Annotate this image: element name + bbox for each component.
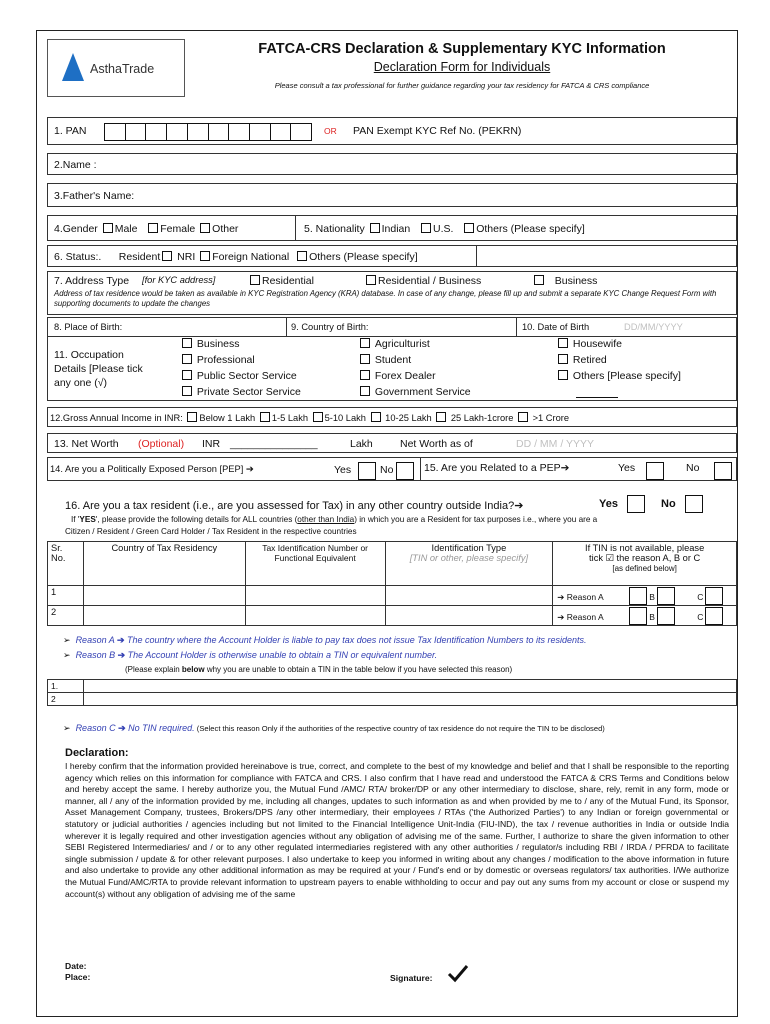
arrow-icon: ➔ <box>118 723 126 733</box>
reason-a-label: ➔ Reason A <box>557 592 604 602</box>
gender-group <box>54 223 238 235</box>
income-row <box>47 407 737 427</box>
reason-c-box[interactable] <box>705 607 723 625</box>
income-option-label: >1 Crore <box>532 413 570 423</box>
address-res-business-checkbox[interactable] <box>366 275 376 285</box>
pep-row <box>47 457 737 481</box>
row-tin-input[interactable] <box>245 586 385 606</box>
occupation-option[interactable] <box>358 354 411 366</box>
father-name-row[interactable] <box>47 183 737 207</box>
networth-lakh: Lakh <box>350 438 373 450</box>
occupation-option-label: Agriculturist <box>374 338 430 350</box>
networth-optional: (Optional) <box>138 438 185 450</box>
occupation-row <box>47 337 737 401</box>
income-checkbox[interactable] <box>436 412 446 422</box>
income-checkbox[interactable] <box>187 412 197 422</box>
header-reason-2: tick ☑ the reason A, B or C <box>589 553 701 563</box>
checkbox[interactable] <box>182 354 192 364</box>
occupation-option-label: Professional <box>196 354 255 366</box>
income-checkbox[interactable] <box>260 412 270 422</box>
divider <box>295 216 296 240</box>
tax-resident-note-2: Citizen / Resident / Green Card Holder / Tax Resident in the respective countries <box>65 527 357 536</box>
place-label: Place: <box>65 972 91 982</box>
table-row <box>48 606 737 626</box>
status-resident-label: Resident <box>118 251 161 263</box>
reason-a-text: The country where the Account Holder is liable to pay tax does not issue Tax Identification Numbers to its residents. <box>124 635 587 645</box>
reason-a-title: Reason A <box>75 635 115 645</box>
nationality-group <box>304 223 585 235</box>
occupation-option-label: Forex Dealer <box>374 370 436 382</box>
explain-text: (Please explain <box>125 665 182 674</box>
pep-no-box[interactable] <box>396 462 414 480</box>
row-tin-input[interactable] <box>245 606 385 626</box>
name-label: 2.Name : <box>54 159 97 171</box>
divider <box>420 458 421 480</box>
occupation-option[interactable] <box>180 338 240 350</box>
networth-row <box>47 433 737 453</box>
form-title: FATCA-CRS Declaration & Supplementary KYC Information <box>258 41 666 57</box>
header-country: Country of Tax Residency <box>83 542 245 586</box>
nationality-us-label: U.S. <box>433 223 454 235</box>
occupation-option-label: Student <box>374 354 412 366</box>
row-explain-input[interactable] <box>84 693 737 706</box>
income-group <box>50 412 569 423</box>
header-reason-3: [as defined below] <box>612 564 677 573</box>
status-foreign-checkbox[interactable] <box>200 251 210 261</box>
logo-text: AsthaTrade <box>90 62 155 76</box>
row-sr: 2 <box>48 606 84 626</box>
header-idtype <box>385 542 553 586</box>
place-of-birth-label: 8. Place of Birth: <box>54 322 123 332</box>
row-country-input[interactable] <box>83 586 245 606</box>
occupation-option[interactable] <box>180 354 255 366</box>
status-row <box>47 245 737 267</box>
income-option-label: Below 1 Lakh <box>199 413 256 423</box>
occupation-option-label: Others [Please specify] <box>572 370 681 382</box>
checkbox[interactable] <box>360 370 370 380</box>
explain-bold: below <box>181 665 205 674</box>
address-residential-label: Residential <box>262 275 314 287</box>
note-text: If ' <box>71 515 80 524</box>
row-country-input[interactable] <box>83 606 245 626</box>
status-nri-label: NRI <box>177 251 196 263</box>
header-tin-2: Functional Equivalent <box>274 553 356 563</box>
address-res-business-label: Residential / Business <box>378 275 482 287</box>
related-pep-no-label: No <box>686 462 700 474</box>
table-row <box>48 680 737 693</box>
gender-nationality-row <box>47 215 737 241</box>
checkbox[interactable] <box>182 386 192 396</box>
header-tin <box>245 542 385 586</box>
occupation-option-label: Housewife <box>572 338 622 350</box>
row-reason <box>553 606 737 626</box>
declaration-body: I hereby confirm that the information provided hereinabove is true, correct, and complete to the best of my knowledge and belief and that I shall be responsible to the reporting agency which relies on this information for compliance with FATCA and CRS. I also confirm that I have read and understood the FATCA & CRS Terms and Conditions below and hereby accept the same. I hereby authorize you, the Mutual Fund /AMC/ RTA/ broker/DP or any other intermediary to disclose, share, rely, remit in any form, mode or manner, all / any of the information provided by me, including all changes, updates to such information as and when provided by me to / any of the Mutual Fund, its Sponsor, Asset Management Company, trustees, Brokers/DPS /any other intermediary, their employees / RTAs ('the Authorized Parties') to any Indian or foreign governmental or statutory or judicial authorities / agencies including but not limited to the Financial Intelligence Unit-India (FIU-IND), the tax / revenue authorities in India or outside India wherever it is legally required and other investigation agencies without any obligation of advising me of the same. Further, I authorize to share the given information to other SEBI Registered Intermediaries/ and / or to any other regulated intermediaries registered with any other authorities / regulator/s including RBI / IRDA / PFRDA to facilitate single submission / update & for other relevant purposes. I also undertake to keep you informed in writing about any changes / modification to the above information in future and also undertake to provide any other additional information as may be required at your / Fund's end or by domestic or overseas regulators/ tax authorities. I/We authorize the Mutual Fund/AMC/RTA to provide relevant information to upstream payers to enable withholding to occur and pay out any sums from my account or close or suspend my account(s) without any obligation of advising me of the same <box>65 761 729 899</box>
occupation-option-label: Government Service <box>374 386 471 398</box>
tax-resident-no-box[interactable] <box>685 495 703 513</box>
divider <box>286 318 287 336</box>
arrow-icon: ➔ <box>117 650 126 660</box>
occupation-option[interactable] <box>358 370 436 382</box>
header-reason <box>553 542 737 586</box>
gender-other-label: Other <box>212 223 239 235</box>
checkbox[interactable] <box>182 338 192 348</box>
date-of-birth-input[interactable]: DD/MM/YYYY <box>624 322 683 332</box>
tin-explain-table <box>47 679 737 706</box>
reason-b-title: Reason B <box>75 650 116 660</box>
table-row <box>48 693 737 706</box>
pan-label: 1. PAN <box>54 125 87 137</box>
networth-amount-input[interactable]: _______________ <box>230 438 318 450</box>
occupation-label-1: 11. Occupation <box>54 349 124 361</box>
networth-inr: INR <box>202 438 221 450</box>
arrow-icon: ➔ <box>116 635 125 645</box>
bullet-arrow-icon: ➢ <box>63 723 71 733</box>
note-underlined: other than India <box>297 515 355 524</box>
status-others-checkbox[interactable] <box>297 251 307 261</box>
address-residential <box>248 275 314 287</box>
row-idtype-input[interactable] <box>385 606 553 626</box>
checkbox[interactable] <box>558 338 568 348</box>
address-residential-checkbox[interactable] <box>250 275 260 285</box>
consult-note: Please consult a tax professional for further guidance regarding your tax residency for FATCA & CRS compliance <box>274 81 650 90</box>
gender-male-checkbox[interactable] <box>103 223 113 233</box>
checkbox[interactable] <box>360 354 370 364</box>
divider <box>516 318 517 336</box>
status-foreign-label: Foreign National <box>212 251 290 263</box>
nationality-others-checkbox[interactable] <box>464 223 474 233</box>
note-yes: YES <box>79 515 96 524</box>
header-sr <box>48 542 84 586</box>
tax-resident-yes-label: Yes <box>599 498 618 510</box>
checkbox[interactable] <box>360 338 370 348</box>
pep-yes-box[interactable] <box>358 462 376 480</box>
address-type-row <box>47 271 737 315</box>
reason-b-explain <box>125 665 512 674</box>
header-idtype-hint: [TIN or other, please specify] <box>409 553 529 563</box>
reason-b-note <box>63 650 437 661</box>
reason-c-detail: (Select this reason Only if the authorities of the respective country of tax residence do not require the TIN to be disclosed) <box>194 724 605 733</box>
reason-b-label: B <box>649 612 655 622</box>
income-option-label: 10-25 Lakh <box>385 413 432 423</box>
header-tin-1: Tax Identification Number or <box>262 543 369 553</box>
reason-c-label: C <box>697 612 704 622</box>
networth-label: 13. Net Worth <box>54 438 119 450</box>
occupation-option[interactable] <box>358 386 471 398</box>
address-res-business <box>364 275 481 287</box>
occupation-option[interactable] <box>556 370 681 382</box>
status-group <box>54 251 418 263</box>
gender-label: 4.Gender <box>54 223 98 235</box>
nationality-indian-label: Indian <box>381 223 411 235</box>
reason-a-label: ➔ Reason A <box>557 612 604 622</box>
income-checkbox[interactable] <box>313 412 323 422</box>
occupation-option-label: Retired <box>572 354 607 366</box>
reason-b-box[interactable] <box>657 587 675 605</box>
occupation-option-label: Private Sector Service <box>196 386 301 398</box>
reason-a-box[interactable] <box>629 607 647 625</box>
tax-resident-question: 16. Are you a tax resident (i.e., are you assessed for Tax) in any other country outside India?➔ <box>65 500 524 512</box>
row-idtype-input[interactable] <box>385 586 553 606</box>
status-others-label: Others (Please specify] <box>309 251 418 263</box>
header-reason-1: If TIN is not available, please <box>585 543 705 553</box>
reason-a-note <box>63 635 587 646</box>
note-text: ) in which you are a Resident for tax purposes i.e., where you are a <box>354 515 598 524</box>
checkbox[interactable] <box>182 370 192 380</box>
reason-a-box[interactable] <box>629 587 647 605</box>
tax-residency-table <box>47 541 737 626</box>
reason-b-text: The Account Holder is otherwise unable to obtain a TIN or equivalent number. <box>125 650 438 660</box>
address-type-hint: [for KYC address] <box>142 275 216 285</box>
header-no-text: No. <box>51 553 66 563</box>
table-row <box>48 586 737 606</box>
occupation-option[interactable] <box>556 354 607 366</box>
reason-b-label: B <box>649 592 655 602</box>
income-checkbox[interactable] <box>518 412 528 422</box>
pan-input[interactable] <box>104 123 312 141</box>
nationality-others-label: Others (Please specify] <box>476 223 585 235</box>
occupation-option[interactable] <box>180 386 301 398</box>
networth-asof-label: Net Worth as of <box>400 438 473 450</box>
row-explain-input[interactable] <box>84 680 737 693</box>
header-sr-text: Sr. <box>51 543 63 553</box>
gender-other-checkbox[interactable] <box>200 223 210 233</box>
reason-c-text: No TIN required. <box>125 723 195 733</box>
occupation-option-label: Business <box>196 338 240 350</box>
reason-c-note <box>63 723 605 734</box>
reason-c-box[interactable] <box>705 587 723 605</box>
note-text: ', please provide the following details for ALL countries ( <box>95 515 298 524</box>
occupation-label-2: Details [Please tick <box>54 363 143 375</box>
tax-resident-no-label: No <box>661 498 676 510</box>
address-business-checkbox[interactable] <box>534 275 544 285</box>
nationality-us-checkbox[interactable] <box>421 223 431 233</box>
declaration-heading: Declaration: <box>65 747 129 759</box>
row-number: 1. <box>48 680 84 693</box>
address-business <box>532 275 597 287</box>
nationality-indian-checkbox[interactable] <box>370 223 380 233</box>
occupation-others-input[interactable] <box>576 397 618 398</box>
occupation-option-label: Public Sector Service <box>196 370 297 382</box>
related-pep-question: 15. Are you Related to a PEP➔ <box>424 462 570 474</box>
row-reason <box>553 586 737 606</box>
checkbox[interactable] <box>558 370 568 380</box>
reason-b-box[interactable] <box>657 607 675 625</box>
nationality-label: 5. Nationality <box>304 223 365 235</box>
form-subtitle: Declaration Form for Individuals <box>373 60 551 74</box>
date-label: Date: <box>65 961 87 971</box>
occupation-option[interactable] <box>358 338 430 350</box>
gender-male-label: Male <box>114 223 138 235</box>
name-row[interactable] <box>47 153 737 175</box>
tax-resident-yes-box[interactable] <box>627 495 645 513</box>
pekrn-label: PAN Exempt KYC Ref No. (PEKRN) <box>353 125 522 137</box>
income-option-label: 5-10 Lakh <box>324 413 366 423</box>
tax-resident-note <box>71 515 597 524</box>
form-header <box>37 31 737 103</box>
status-resident-checkbox[interactable] <box>162 251 172 261</box>
gender-female-label: Female <box>160 223 196 235</box>
logo <box>47 39 185 97</box>
address-note: Address of tax residence would be taken as available in KYC Registration Agency (KRA) database. In case of any change, please fill up and submit a separate KYC Change Request Form with supporting documents to update the changes <box>54 289 717 308</box>
row-number: 2 <box>48 693 84 706</box>
header-idtype-text: Identification Type <box>431 543 507 553</box>
income-label: 12.Gross Annual Income in INR: <box>50 413 183 423</box>
pan-row <box>47 117 737 145</box>
related-pep-no-box[interactable] <box>714 462 732 480</box>
row-sr: 1 <box>48 586 84 606</box>
income-option-label: 1-5 Lakh <box>271 413 309 423</box>
related-pep-yes-box[interactable] <box>646 462 664 480</box>
form-page <box>36 30 738 1017</box>
date-of-birth-label: 10. Date of Birth <box>522 322 590 332</box>
signature-checkmark-icon[interactable] <box>447 963 469 983</box>
bullet-arrow-icon: ➢ <box>63 635 71 645</box>
explain-text: why you are unable to obtain a TIN in the table below if you have selected this reason) <box>204 665 513 674</box>
related-pep-yes-label: Yes <box>618 462 636 474</box>
occupation-option[interactable] <box>556 338 622 350</box>
income-option-label: 25 Lakh-1crore <box>450 413 514 423</box>
country-of-birth-label: 9. Country of Birth: <box>291 322 369 332</box>
address-business-label: Business <box>554 275 598 287</box>
pep-yes-label: Yes <box>334 464 352 476</box>
income-checkbox[interactable] <box>371 412 381 422</box>
signature-label: Signature: <box>390 973 433 983</box>
father-name-label: 3.Father's Name: <box>54 190 135 202</box>
networth-date-input[interactable]: DD / MM / YYYY <box>516 438 594 450</box>
pep-no-label: No <box>380 464 394 476</box>
checkbox[interactable] <box>360 386 370 396</box>
reason-c-title: Reason C <box>75 723 116 733</box>
address-type-label: 7. Address Type <box>54 275 130 287</box>
logo-triangle-icon <box>62 53 84 81</box>
checkbox[interactable] <box>558 354 568 364</box>
bullet-arrow-icon: ➢ <box>63 650 71 660</box>
birth-row <box>47 317 737 337</box>
status-label: 6. Status:. <box>54 251 102 263</box>
occupation-label-3: any one (√) <box>54 377 108 389</box>
divider <box>476 246 477 266</box>
pep-question: 14. Are you a Politically Exposed Person [PEP] ➔ <box>50 464 254 474</box>
pan-or-text: OR <box>324 126 337 136</box>
occupation-option[interactable] <box>180 370 297 382</box>
reason-c-label: C <box>697 592 704 602</box>
table-header-row <box>48 542 737 586</box>
gender-female-checkbox[interactable] <box>148 223 158 233</box>
